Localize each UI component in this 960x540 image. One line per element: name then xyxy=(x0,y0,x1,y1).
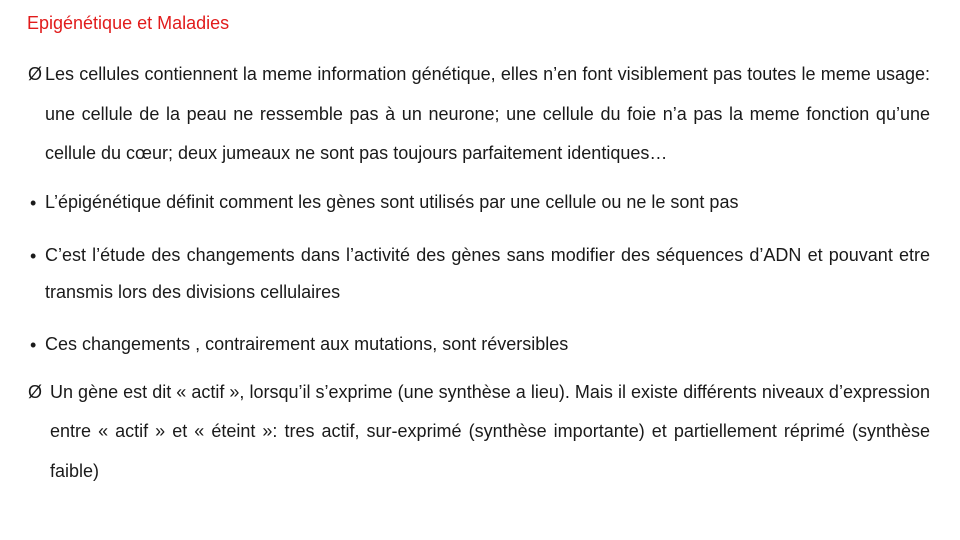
list-item-text: L’épigénétique définit comment les gènes sont utilisés par une cellule ou ne le sont pas xyxy=(45,191,739,212)
list-item-text: Les cellules contiennent la meme information génétique, elles n’en font visiblement pas toutes le meme usage: une cellule de la peau ne ressemble pas à un neurone; une cellule du foie n’a pas la meme fonction qu’une cellule du cœur; deux jumeaux ne sont pas toujours parfaitement identiques… xyxy=(45,64,930,163)
list-item xyxy=(28,184,930,223)
list-item-text: Un gène est dit « actif », lorsqu’il s’exprime (une synthèse a lieu). Mais il existe différents niveaux d’expression entre « actif » et « éteint »: tres actif, sur-exprimé (synthèse importante) et partiellement réprimé (synthèse faible) xyxy=(50,381,930,481)
arrowhead-bullet-icon: Ø xyxy=(28,381,43,402)
dot-bullet-icon: • xyxy=(30,245,37,266)
arrowhead-bullet-icon: Ø xyxy=(28,64,43,84)
list-item-text: Ces changements , contrairement aux mutations, sont réversibles xyxy=(45,333,569,354)
dot-bullet-icon: • xyxy=(30,192,37,213)
list-item xyxy=(28,373,930,492)
dot-bullet-icon: • xyxy=(30,334,37,355)
bullet-list xyxy=(28,55,930,491)
list-item xyxy=(28,237,930,312)
list-item xyxy=(28,55,930,174)
list-item xyxy=(28,326,930,365)
list-item-text: C’est l’étude des changements dans l’activité des gènes sans modifier des séquences d’ADN et pouvant etre transmis lors des divisions cellulaires xyxy=(45,244,930,302)
page-title: Epigénétique et Maladies xyxy=(27,13,230,33)
